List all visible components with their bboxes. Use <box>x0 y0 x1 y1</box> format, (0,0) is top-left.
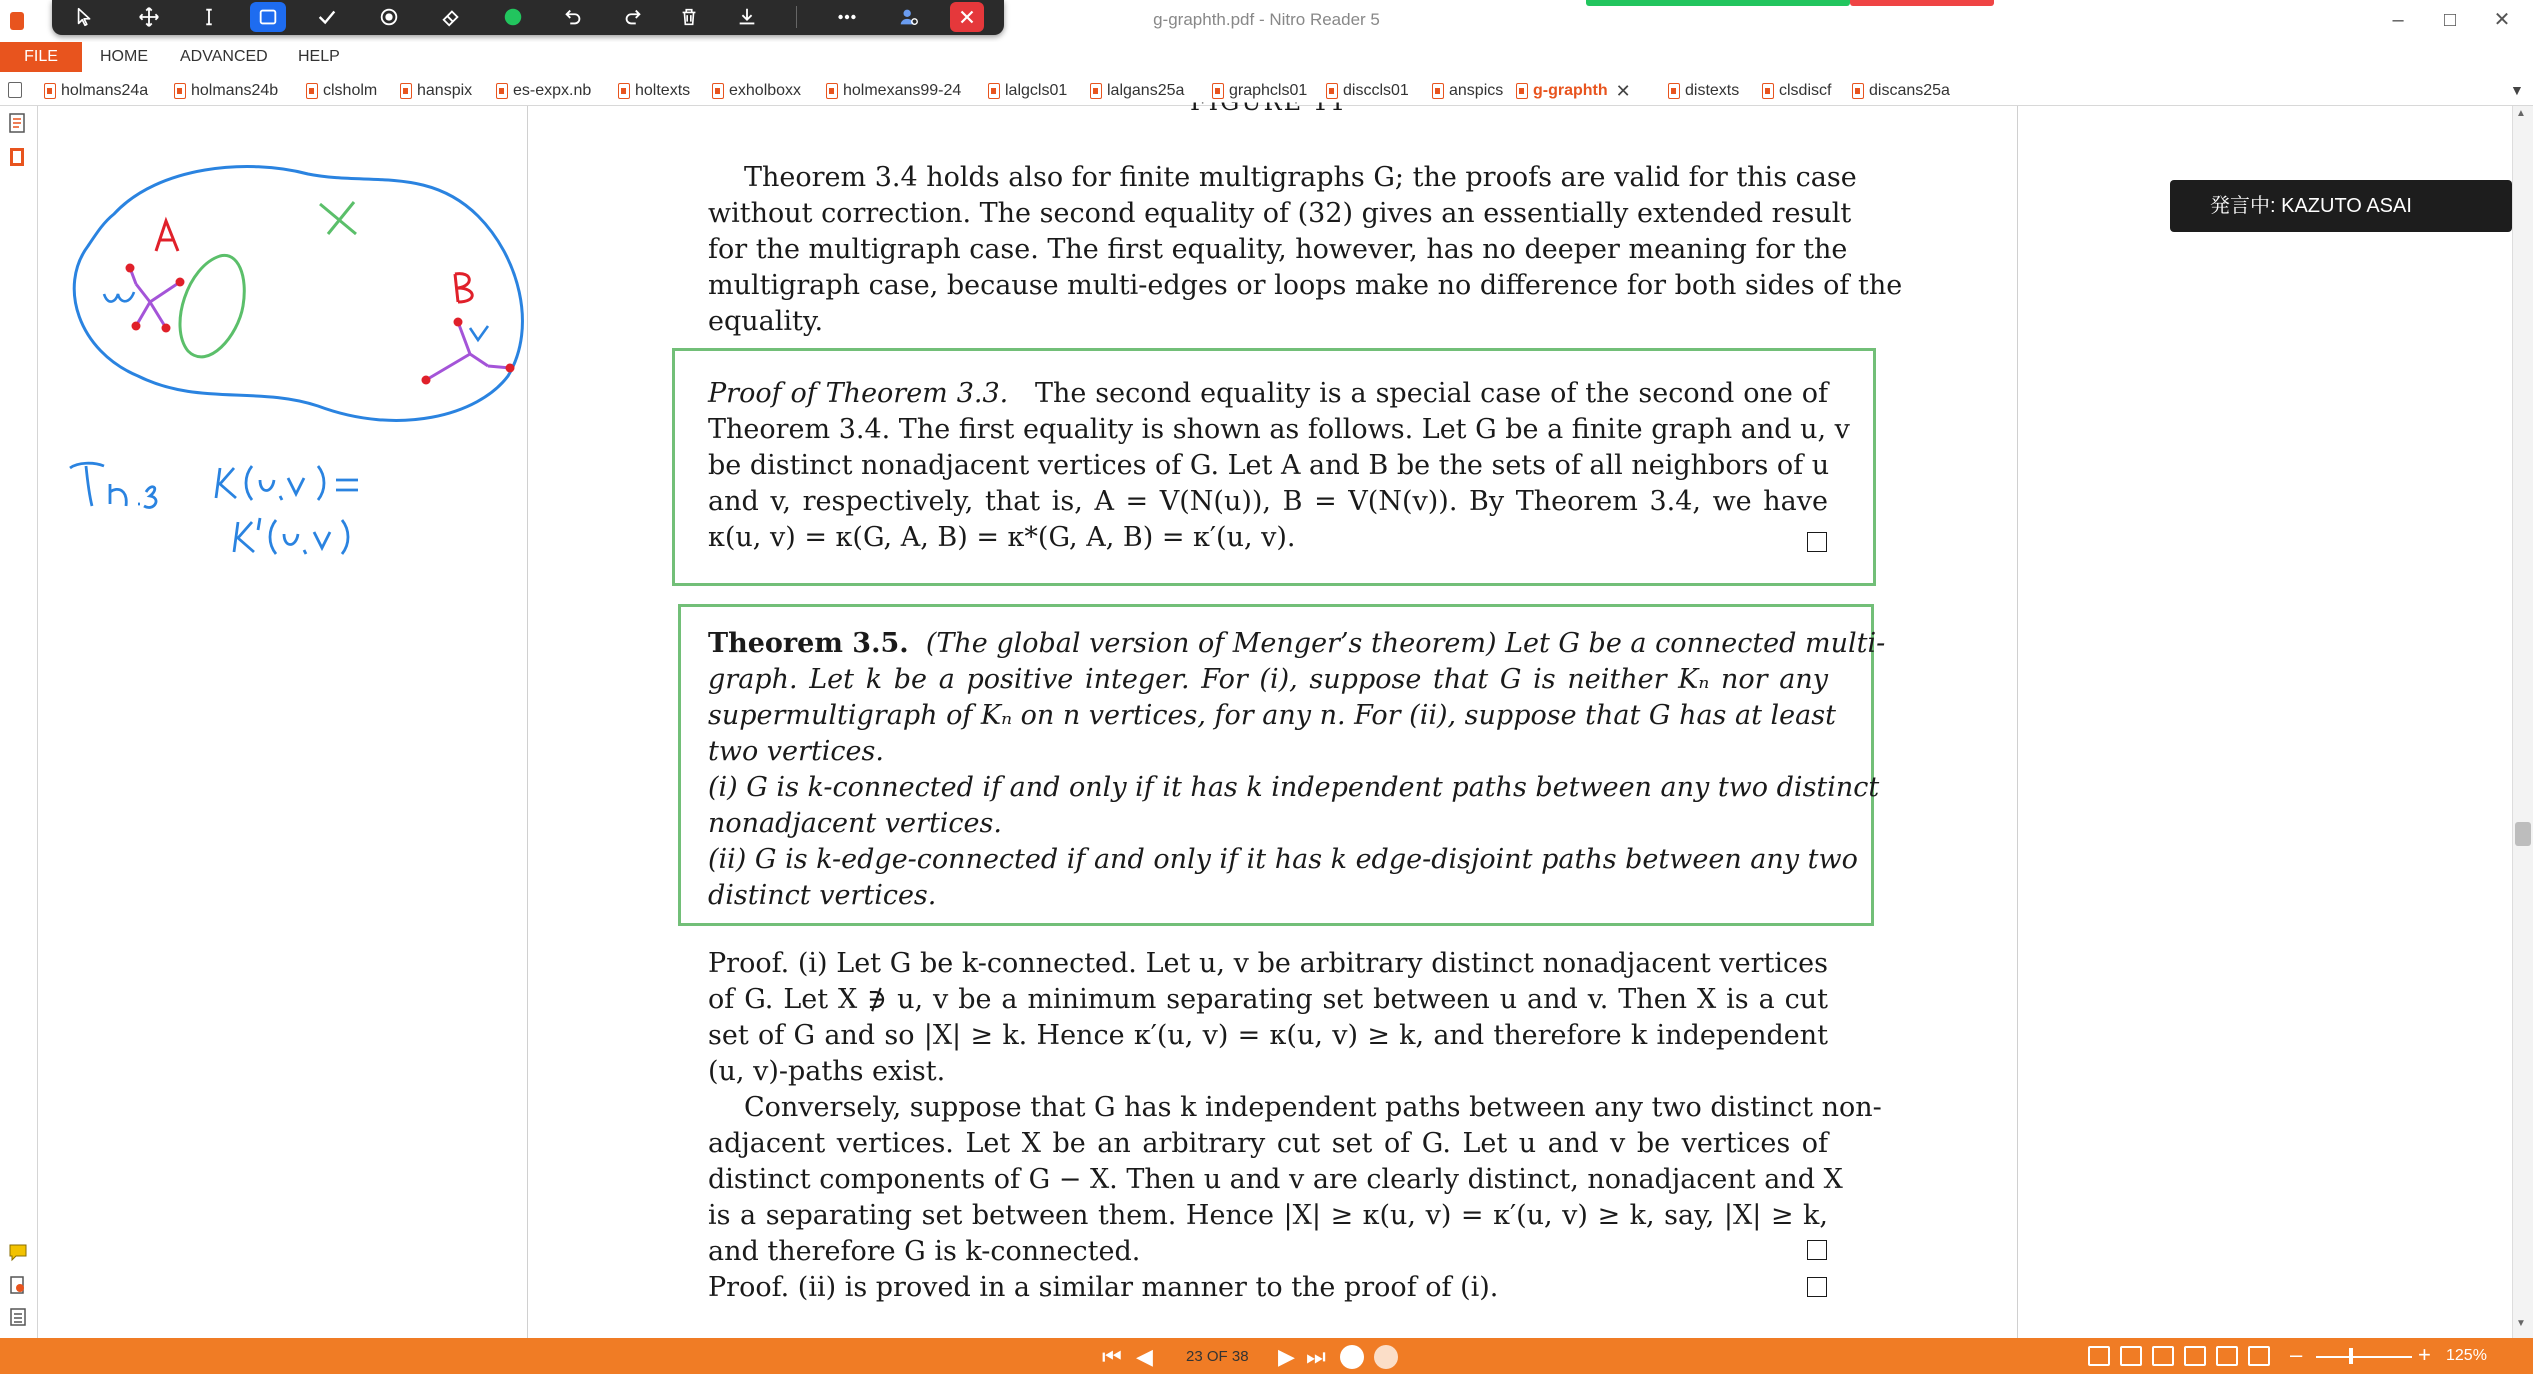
tab-label: holmexans99-24 <box>843 82 962 99</box>
pdf-file-icon <box>1432 83 1444 99</box>
pdf-file-icon <box>1326 83 1338 99</box>
share-indicator-red <box>1850 0 1994 6</box>
speaking-now-badge: 発言中: KAZUTO ASAI <box>2170 180 2512 232</box>
pdf-file-icon <box>44 83 56 99</box>
pdf-file-icon <box>1852 83 1864 99</box>
color-dot-icon[interactable] <box>496 2 530 32</box>
zoom-slider-thumb[interactable] <box>2349 1348 2353 1364</box>
tab-g-graphth[interactable] <box>1516 80 1631 102</box>
zoom-in-button[interactable]: + <box>2418 1342 2431 1367</box>
circle-icon[interactable] <box>372 2 406 32</box>
zoom-out-button[interactable]: – <box>2290 1342 2303 1367</box>
previous-view-icon[interactable] <box>1340 1345 1364 1369</box>
tab-disccls01[interactable] <box>1326 80 1409 102</box>
proof-of-theorem-35 <box>708 946 1882 1306</box>
menu-bar <box>0 42 2533 72</box>
tab-label: graphcls01 <box>1229 82 1308 99</box>
tab-label: g-graphth <box>1533 82 1608 99</box>
pdf-file-icon <box>1516 83 1528 99</box>
status-bar <box>0 1338 2533 1374</box>
tab-label: anspics <box>1449 82 1504 99</box>
text-line <box>708 376 1828 412</box>
text-cursor-icon[interactable] <box>192 2 226 32</box>
continuous-view-icon[interactable] <box>2120 1346 2142 1366</box>
blue-handwritten-kappa-prime-uv <box>234 518 348 554</box>
tab-label: disccls01 <box>1343 82 1409 99</box>
eraser-icon[interactable] <box>434 2 468 32</box>
tab-holmexans99-24[interactable] <box>826 80 961 102</box>
text-line: graph. Let k be a positive integer. For (i), suppose that G is neither Kₙ nor any <box>708 664 1828 695</box>
pdf-file-icon <box>174 83 186 99</box>
text-run: The second equality is a special case of the second one of <box>1035 378 1828 409</box>
tabs-dropdown-icon[interactable]: ▼ <box>2510 82 2524 98</box>
qed-square <box>1807 532 1827 552</box>
qed-square <box>1807 1277 1827 1297</box>
blue-lasso-stroke <box>74 167 522 421</box>
minimize-button[interactable]: – <box>2392 9 2404 31</box>
blue-letter-u <box>104 292 134 302</box>
fit-page-icon[interactable] <box>2248 1346 2270 1366</box>
tab-hanspix[interactable] <box>400 80 472 102</box>
checkmark-icon[interactable] <box>310 2 344 32</box>
text-line: set of G and so |X| ≥ k. Hence κ′(u, v) = κ(u, v) ≥ k, and therefore k independent <box>708 1020 1828 1051</box>
text-line: (i) G is k-connected if and only if it has k independent paths between any two distinct <box>708 772 1880 803</box>
text-line: Theorem 3.4. The first equality is shown as follows. Let G be a finite graph and u, v <box>708 414 1850 445</box>
red-letter-b <box>455 274 472 302</box>
tab-es-expx[interactable] <box>496 80 591 102</box>
text-line: be distinct nonadjacent vertices of G. Let A and B be the sets of all neighbors of u <box>708 450 1830 481</box>
proof-of-theorem-33 <box>708 376 1850 556</box>
scroll-down-icon[interactable]: ▼ <box>2516 1318 2526 1329</box>
tab-label: holmans24b <box>191 82 279 99</box>
text-line: distinct vertices. <box>708 880 937 911</box>
tab-label: hanspix <box>417 82 473 99</box>
text-line: nonadjacent vertices. <box>708 808 1002 839</box>
page-view-icon[interactable] <box>8 82 22 98</box>
qed-square <box>1807 1240 1827 1260</box>
tab-holtexts[interactable] <box>618 80 690 102</box>
blue-letter-v <box>470 326 488 340</box>
tab-distexts[interactable] <box>1668 80 1739 102</box>
window-title: g-graphth.pdf - Nitro Reader 5 <box>1153 10 1380 29</box>
pdf-file-icon <box>1668 83 1680 99</box>
menu-file[interactable]: FILE <box>0 42 82 72</box>
tab-holmans24a[interactable] <box>44 80 148 102</box>
scroll-up-icon[interactable]: ▲ <box>2516 108 2526 119</box>
tab-close-icon[interactable]: ✕ <box>1615 80 1631 101</box>
previous-page-icon[interactable]: ◀ <box>1136 1344 1153 1369</box>
text-line: supermultigraph of Kₙ on n vertices, for any n. For (ii), suppose that G has at least <box>708 700 1836 731</box>
next-view-icon[interactable] <box>1374 1345 1398 1369</box>
close-icon[interactable] <box>950 2 984 32</box>
pdf-file-icon <box>826 83 838 99</box>
comments-icon[interactable] <box>8 1242 28 1264</box>
redo-icon[interactable] <box>616 2 650 32</box>
rectangle-icon[interactable] <box>250 2 286 32</box>
pdf-file-icon <box>306 83 318 99</box>
pdf-file-icon <box>712 83 724 99</box>
menu-help[interactable]: HELP <box>298 48 340 65</box>
red-letter-a <box>156 221 178 251</box>
tab-anspics[interactable] <box>1432 80 1503 102</box>
zoom-slider[interactable] <box>2316 1356 2412 1358</box>
theorem-35-statement <box>708 626 1886 914</box>
handwritten-notes-pane <box>38 106 528 1338</box>
maximize-button[interactable]: □ <box>2443 9 2457 31</box>
pages-icon[interactable] <box>8 146 28 168</box>
green-circle-stroke <box>180 255 244 357</box>
select-arrow-icon[interactable] <box>68 2 102 32</box>
text-line: for the multigraph case. The first equality, however, has no deeper meaning for the <box>708 234 1848 265</box>
tab-label: distexts <box>1685 82 1740 99</box>
text-line: adjacent vertices. Let X be an arbitrary cut set of G. Let u and v be vertices of <box>708 1128 1828 1159</box>
tab-label: holtexts <box>635 82 691 99</box>
pdf-file-icon <box>1212 83 1224 99</box>
menu-home[interactable]: HOME <box>100 48 148 65</box>
pdf-file-icon <box>618 83 630 99</box>
single-page-view-icon[interactable] <box>2088 1346 2110 1366</box>
layers-icon[interactable] <box>8 1306 28 1328</box>
tab-clsholm[interactable] <box>306 80 377 102</box>
move-icon[interactable] <box>132 2 166 32</box>
left-rail <box>0 106 38 1338</box>
document-tab-bar <box>0 74 2533 106</box>
tab-lalgcls01[interactable] <box>988 80 1067 102</box>
attachments-icon[interactable] <box>8 1274 28 1296</box>
text-line: Conversely, suppose that G has k independent paths between any two distinct non- <box>744 1092 1882 1123</box>
text-line: and therefore G is k-connected. <box>708 1236 1141 1267</box>
text-line <box>708 626 1886 662</box>
proof-heading: Proof of Theorem 3.3. <box>708 378 1009 409</box>
tab-clsdiscf[interactable] <box>1762 80 1831 102</box>
download-icon[interactable] <box>730 2 764 32</box>
annotation-toolbar <box>52 0 1004 35</box>
tab-label: clsholm <box>323 82 378 99</box>
page-indicator[interactable]: 23 OF 38 <box>1186 1348 1249 1365</box>
tab-label: discans25a <box>1869 82 1950 99</box>
right-margin-area <box>2018 106 2512 1338</box>
text-line: two vertices. <box>708 736 884 767</box>
scroll-thumb[interactable] <box>2515 822 2531 846</box>
text-line: and v, respectively, that is, A = V(N(u)), B = V(N(v)). By Theorem 3.4, we have <box>708 486 1828 517</box>
next-page-icon[interactable]: ▶ <box>1278 1344 1295 1369</box>
trash-icon[interactable] <box>672 2 706 32</box>
pdf-file-icon <box>988 83 1000 99</box>
blue-handwritten-kappa-uv <box>216 466 358 500</box>
last-page-icon[interactable]: ⏭ <box>1306 1344 1326 1369</box>
tab-label: lalgans25a <box>1107 82 1185 99</box>
tab-label: es-expx.nb <box>513 82 592 99</box>
first-page-icon[interactable]: ⏮ <box>1102 1344 1122 1369</box>
text-line: distinct components of G − X. Then u and v are clearly distinct, nonadjacent and X <box>708 1164 1843 1195</box>
text-line: Proof. (i) Let G be k-connected. Let u, v be arbitrary distinct nonadjacent vertices <box>708 948 1828 979</box>
undo-icon[interactable] <box>556 2 590 32</box>
tab-label: clsdiscf <box>1779 82 1832 99</box>
bookmarks-icon[interactable] <box>8 112 28 134</box>
text-line: multigraph case, because multi-edges or loops make no difference for both sides of the <box>708 270 1903 301</box>
tab-label: exholboxx <box>729 82 802 99</box>
text-line: Theorem 3.4 holds also for finite multigraphs G; the proofs are valid for this case <box>744 162 1857 193</box>
handwritten-sketch <box>38 106 528 606</box>
theorem-heading: Theorem 3.5. <box>708 628 909 659</box>
share-indicator-green <box>1586 0 1850 6</box>
user-settings-icon[interactable] <box>892 2 926 32</box>
pdf-file-icon <box>400 83 412 99</box>
facing-view-icon[interactable] <box>2152 1346 2174 1366</box>
more-icon[interactable] <box>830 2 864 32</box>
text-run: (The global version of Menger’s theorem) Let G be a connected multi- <box>925 628 1886 659</box>
pdf-file-icon <box>496 83 508 99</box>
text-line: without correction. The second equality of (32) gives an essentially extended result <box>708 198 1852 229</box>
blue-handwritten-th33 <box>70 463 156 507</box>
menu-advanced[interactable]: ADVANCED <box>180 48 268 65</box>
tab-graphcls01[interactable] <box>1212 80 1307 102</box>
text-line: (u, v)-paths exist. <box>708 1056 946 1087</box>
purple-star-graph-a <box>130 268 180 328</box>
text-line: of G. Let X ∌ u, v be a minimum separating set between u and v. Then X is a cut <box>708 984 1828 1015</box>
vertical-scrollbar[interactable] <box>2512 106 2533 1338</box>
tab-discans25a[interactable] <box>1852 80 1950 102</box>
toolbar-separator <box>796 6 797 28</box>
text-line: (ii) G is k-edge-connected if and only if it has k edge-disjoint paths between any two <box>708 844 1858 875</box>
text-line: is a separating set between them. Hence |X| ≥ κ(u, v) = κ′(u, v) ≥ k, say, |X| ≥ k, <box>708 1200 1828 1231</box>
paragraph-theorem34-multigraphs <box>708 160 1903 340</box>
pdf-file-icon <box>1090 83 1102 99</box>
tab-holmans24b[interactable] <box>174 80 278 102</box>
tab-label: lalgcls01 <box>1005 82 1068 99</box>
tab-lalgans25a[interactable] <box>1090 80 1184 102</box>
zoom-level[interactable]: 125% <box>2446 1347 2487 1364</box>
pdf-file-icon <box>1762 83 1774 99</box>
text-line: Proof. (ii) is proved in a similar manner to the proof of (i). <box>708 1272 1499 1303</box>
text-line: equality. <box>708 306 824 337</box>
green-x-stroke <box>320 202 356 234</box>
fit-width-icon[interactable] <box>2216 1346 2238 1366</box>
text-line: κ(u, v) = κ(G, A, B) = κ*(G, A, B) = κ′(u, v). <box>708 522 1296 553</box>
facing-continuous-view-icon[interactable] <box>2184 1346 2206 1366</box>
purple-star-graph-b <box>426 322 510 380</box>
close-window-button[interactable]: ✕ <box>2493 9 2511 31</box>
tab-exholboxx[interactable] <box>712 80 801 102</box>
tab-label: holmans24a <box>61 82 149 99</box>
